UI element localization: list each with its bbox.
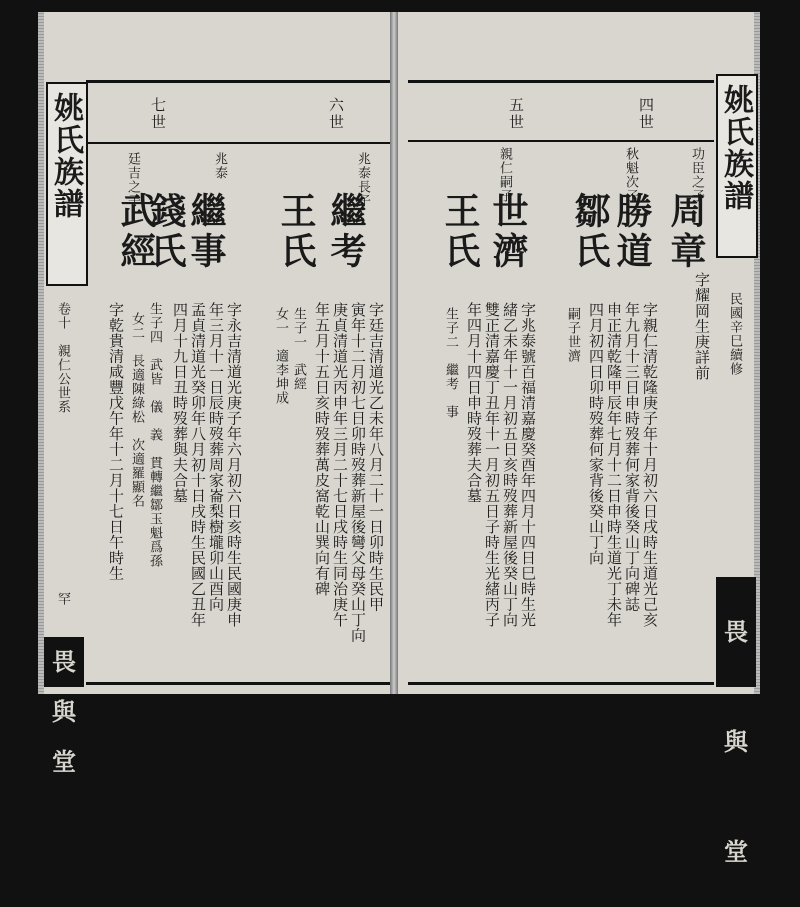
page-number: 罕 <box>55 592 70 606</box>
detail-text: 雙正清嘉慶丁丑年十一月初五日子時生光緒丙子 <box>483 302 501 628</box>
spouse-name: 錢氏 <box>145 192 187 272</box>
header-rule <box>408 140 714 142</box>
relation-label: 廷吉之子 <box>125 152 140 208</box>
spine-info: 卷十 親仁公世系 <box>55 302 70 414</box>
page-note: 民國辛巳續修 <box>727 292 742 376</box>
detail-text: 庚貞清道光丙申年三月二十七日戌時生同治庚午 <box>331 302 349 628</box>
children-note: 生子一 武經 <box>291 307 306 391</box>
hall-name: 畏與堂 <box>44 637 84 687</box>
detail-text: 字親仁清乾隆庚子年十月初六日戌時生道光己亥 <box>641 302 659 628</box>
relation-label: 秋魁次子 <box>623 147 638 203</box>
person-name: 周章 <box>665 192 707 272</box>
children-note: 嗣子世濟 <box>565 307 580 363</box>
relation-label: 兆泰長子 <box>355 152 370 208</box>
person-name: 世濟 <box>487 192 529 272</box>
relation-label: 功臣之子 <box>689 147 704 203</box>
detail-text: 四月十九日丑時歿葬與夫合墓 <box>171 302 189 504</box>
person-name: 勝道 <box>611 192 653 272</box>
top-rule <box>86 80 390 83</box>
detail-text: 年五月十五日亥時歿葬萬皮窩乾山巽向有碑 <box>313 302 331 597</box>
spouse-name: 王氏 <box>275 192 317 272</box>
generation-header: 四世 <box>637 97 655 131</box>
person-name: 武經 <box>115 192 157 272</box>
generation-header: 六世 <box>327 97 345 131</box>
book-title: 姚氏族譜 <box>718 84 753 212</box>
person-name: 繼考 <box>325 192 367 272</box>
spouse-name: 鄒氏 <box>569 192 611 272</box>
detail-text: 字永吉清道光庚子年六月初六日亥時生民國庚申 <box>225 302 243 628</box>
detail-text: 年四月十四日申時歿葬夫合墓 <box>465 302 483 504</box>
daughters-note: 女一 適李坤成 <box>273 307 288 405</box>
children-note: 生子二 繼考 事 <box>443 307 458 419</box>
detail-text: 孟貞清道光癸卯年八月初十日戌時生民國乙丑年 <box>189 302 207 628</box>
book-title: 姚氏族譜 <box>48 92 83 220</box>
spouse-name: 王氏 <box>439 192 481 272</box>
detail-text: 寅年十二月初七日卯時歿葬新屋後彎父母癸山丁向 <box>349 302 367 643</box>
detail-text: 緒乙未年十一月初五日亥時歿葬新屋後癸山丁向 <box>501 302 519 628</box>
header-rule <box>86 142 390 144</box>
top-rule <box>408 80 714 83</box>
generation-header: 五世 <box>507 97 525 131</box>
detail-text: 字兆泰號百福清嘉慶癸酉年四月十四日巳時生光 <box>519 302 537 628</box>
bottom-rule <box>86 682 390 685</box>
relation-label: 兆泰 <box>212 152 227 180</box>
detail-text: 字廷吉清道光乙未年八月二十一日卯時生民甲 <box>367 302 385 612</box>
person-name: 繼事 <box>185 192 227 272</box>
detail-text: 申正清乾隆甲辰年七月十二日申時生道光丁未年 <box>605 302 623 628</box>
detail-text: 字乾貴清咸豐戊午年十二月十七日午時生 <box>107 302 125 581</box>
title-tab <box>716 74 758 258</box>
children-note: 生子四 武皆 儀 義 貫轉繼鄒玉魁爲孫 <box>147 302 162 568</box>
right-page <box>398 12 760 866</box>
detail-text: 年三月十一日辰時歿葬周家崙梨樹壠卯山酉向 <box>207 302 225 612</box>
bottom-rule <box>408 682 714 685</box>
hall-name: 畏與堂 <box>716 577 756 687</box>
generation-header: 七世 <box>149 97 167 131</box>
relation-label: 親仁嗣子 <box>497 147 512 203</box>
left-page <box>38 12 390 776</box>
detail-text: 字耀岡生庚詳前 <box>693 272 711 381</box>
book-gutter <box>390 12 398 694</box>
page-edge <box>38 12 44 694</box>
title-tab <box>46 82 88 286</box>
daughters-note: 女二 長適陳綠松 次適羅顯名 <box>129 312 144 508</box>
detail-text: 年九月十三日申時歿葬何家背後癸山丁向碑誌 <box>623 302 641 612</box>
detail-text: 四月初四日卯時歿葬何家背後癸山丁向 <box>587 302 605 566</box>
